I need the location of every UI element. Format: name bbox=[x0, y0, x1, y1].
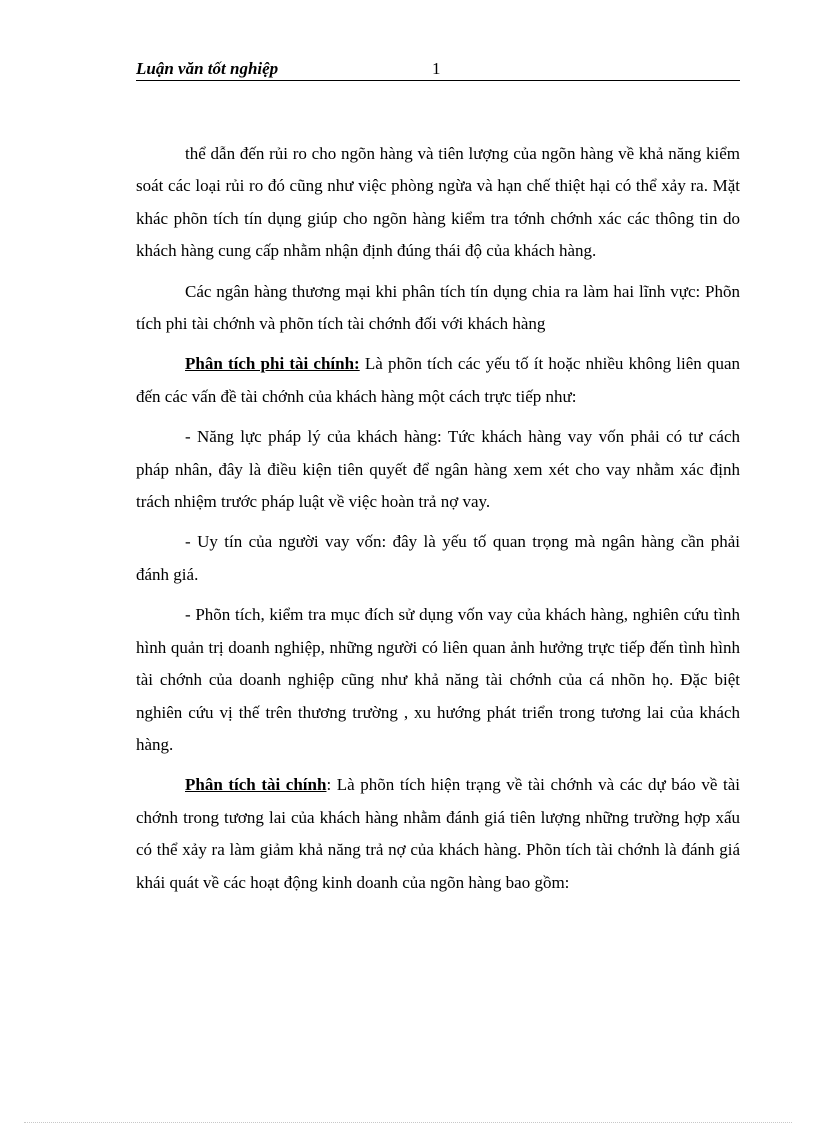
paragraph-text: - Năng lực pháp lý của khách hàng: Tức khách hàng vay vốn phải có tư cách pháp nhân, đây là điều kiện tiên quyết để ngân hàng xem xét cho vay nhằm xác định trách nhiệm trước pháp luật về việc hoàn trả nợ vay. bbox=[136, 427, 740, 512]
paragraph-text: - Uy tín của người vay vốn: đây là yếu tố quan trọng mà ngân hàng cần phải đánh giá. bbox=[136, 532, 740, 584]
paragraph-financial-analysis bbox=[136, 769, 740, 899]
paragraph-text: : Là phõn tích hiện trạng về tài chớnh và các dự báo về tài chớnh trong tương lai của khách hàng nhằm đánh giá tiên lượng những trường hợp xấu có thể xảy ra làm giảm khả năng trả nợ của khách hàng. Phõn tích tài chớnh là đánh giá khái quát về các hoạt động kinh doanh của ngõn hàng bao gồm: bbox=[136, 775, 740, 892]
header-title: Luận văn tốt nghiệp bbox=[136, 59, 279, 78]
paragraph-text: thể dẫn đến rủi ro cho ngõn hàng và tiên lượng của ngõn hàng về khả năng kiểm soát các loại rủi ro đó cũng như việc phòng ngừa và hạn chế thiệt hại có thể xảy ra. Mặt khác phõn tích tín dụng giúp cho ngõn hàng kiểm tra tớnh chớnh xác các thông tin do khách hàng cung cấp nhằm nhận định đúng thái độ của khách hàng. bbox=[136, 144, 740, 261]
paragraph-analysis-fields bbox=[136, 276, 740, 341]
paragraph-non-financial-analysis bbox=[136, 348, 740, 413]
paragraph-text: Các ngân hàng thương mại khi phân tích tín dụng chia ra làm hai lĩnh vực: Phõn tích phi tài chớnh và phõn tích tài chớnh đối với khách hàng bbox=[136, 281, 740, 334]
section-label: Phân tích tài chính bbox=[185, 775, 327, 795]
paragraph-text: Là phõn tích các yếu tố ít hoặc nhiều không liên quan đến các vấn đề tài chớnh của khách hàng một cách trực tiếp như: bbox=[136, 354, 740, 406]
paragraph-text: - Phõn tích, kiểm tra mục đích sử dụng vốn vay của khách hàng, nghiên cứu tình hình quản trị doanh nghiệp, những người có liên quan ảnh hưởng trực tiếp đến tình hình tài chớnh của doanh nghiệp cũng như khả năng tài chớnh của cá nhõn họ. Đặc biệt nghiên cứu vị thế trên thương trường , xu hướng phát triển trong tương lai của khách hàng. bbox=[136, 605, 740, 754]
paragraph-loan-purpose-check bbox=[136, 599, 740, 761]
section-label: Phân tích phi tài chính: bbox=[185, 354, 360, 374]
paragraph-borrower-reputation bbox=[136, 526, 740, 591]
paragraph-credit-analysis-purpose bbox=[136, 138, 740, 268]
page-number: 1 bbox=[432, 59, 441, 78]
page-header bbox=[136, 58, 740, 81]
paragraph-legal-capacity bbox=[136, 421, 740, 518]
document-body bbox=[136, 138, 740, 907]
